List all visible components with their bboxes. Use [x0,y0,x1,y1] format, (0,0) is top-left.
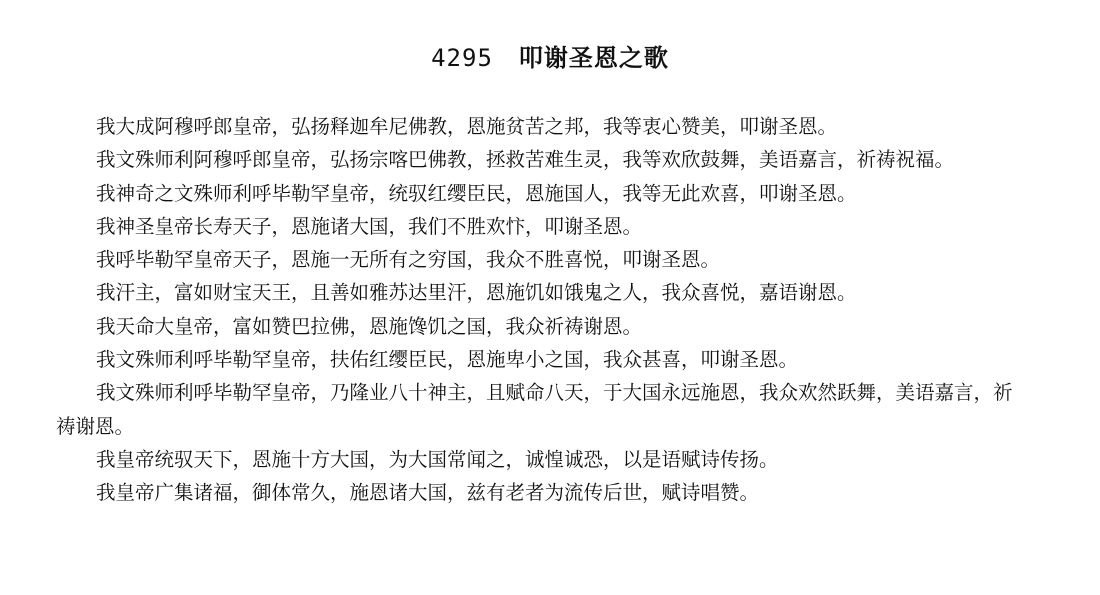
paragraph-1: 我大成阿穆呼郎皇帝，弘扬释迦牟尼佛教，恩施贫苦之邦，我等衷心赞美，叩谢圣恩。 [96,115,838,138]
paragraph-7: 我天命大皇帝，富如赞巴拉佛，恩施馋饥之国，我众祈祷谢恩。 [96,314,643,338]
paragraph-4: 我神圣皇帝长寿天子，恩施诸大国，我们不胜欢忭，叩谢圣恩。 [96,214,643,238]
paragraph-2: 我文殊师利阿穆呼郎皇帝，弘扬宗喀巴佛教，拯救苦难生灵，我等欢欣鼓舞，美语嘉言，祈祷祝福。 [96,148,955,172]
paragraph-3: 我神奇之文殊师利呼毕勒罕皇帝，统驭红缨臣民，恩施国人，我等无此欢喜，叩谢圣恩。 [96,181,857,205]
song-body [56,110,1026,510]
paragraph-11: 我皇帝广集诸福，御体常久，施恩诸大国，兹有老者为流传后世，赋诗唱赞。 [96,481,760,505]
paragraph-10: 我皇帝统驭天下，恩施十方大国，为大国常闻之，诚惶诚恐，以是语赋诗传扬。 [96,447,779,471]
paragraph-9: 我文殊师利呼毕勒罕皇帝，乃隆业八十神主，且赋命八天，于大国永远施恩，我众欢然跃舞，美语嘉言，祈祷谢恩。 [56,381,1013,438]
page-title [0,38,1100,73]
paragraph-5: 我呼毕勒罕皇帝天子，恩施一无所有之穷国，我众不胜喜悦，叩谢圣恩。 [96,248,721,272]
paragraph-8: 我文殊师利呼毕勒罕皇帝，扶佑红缨臣民，恩施卑小之国，我众甚喜，叩谢圣恩。 [96,348,799,372]
paragraph-6: 我汗主，富如财宝天王，且善如雅苏达里汗，恩施饥如饿鬼之人，我众喜悦，嘉语谢恩。 [96,281,857,305]
song-title: 叩谢圣恩之歌 [518,43,669,72]
song-number: 4295 [431,44,493,72]
